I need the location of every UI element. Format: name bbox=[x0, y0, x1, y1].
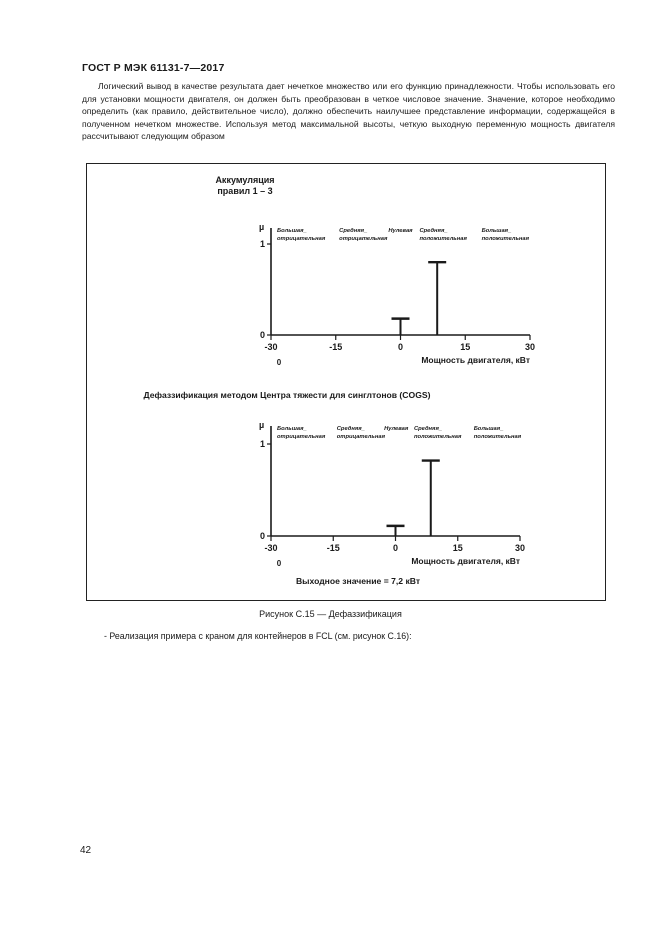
figure-frame bbox=[86, 163, 606, 601]
term-label-line1: Средняя_ bbox=[419, 228, 448, 234]
chart-top-title-line2: правил 1 – 3 bbox=[217, 186, 273, 196]
term-label-line2: отрицательная bbox=[277, 434, 326, 440]
page-number: 42 bbox=[80, 845, 92, 856]
output-value-label: Выходное значение = 7,2 кВт bbox=[295, 576, 421, 586]
term-label-line1: Большая_ bbox=[473, 426, 504, 432]
x-axis-label: Мощность двигателя, кВт bbox=[411, 556, 520, 566]
term-label-line2: отрицательная bbox=[336, 434, 385, 440]
chart-top bbox=[215, 175, 535, 367]
term-label-line2: положительная bbox=[413, 434, 462, 440]
term-label-line1: Средняя_ bbox=[336, 426, 365, 432]
intro-paragraph: Логический вывод в качестве результата дает нечеткое множество или его функцию принадлежности. Чтобы использовать его для установки мощности двигателя, он должен быть преобразован в четкое числовое значение. Значение, которое необходимо определить (как правило, действительное число), должно обеспечить наилучшее представление информации, содержащейся в полученном нечетком множестве. Используя метод максимальной высоты, четкую выходную переменную мощность двигателя рассчитывают следующим образом bbox=[82, 81, 615, 142]
term-label-line2: положительная bbox=[419, 236, 467, 242]
y-tick-label: 1 bbox=[259, 439, 265, 449]
term-label-line1: Большая_ bbox=[481, 228, 512, 234]
x-tick-label: 15 bbox=[460, 342, 471, 352]
x-origin-label: 0 bbox=[276, 559, 282, 568]
y-tick-label: 0 bbox=[259, 330, 265, 340]
x-tick-label: -30 bbox=[264, 543, 278, 553]
term-label-line1: Большая_ bbox=[277, 426, 307, 432]
x-tick-label: -30 bbox=[264, 342, 278, 352]
term-label-line2: положительная bbox=[473, 434, 522, 440]
y-tick-label: 1 bbox=[259, 239, 265, 249]
x-tick-label: 30 bbox=[524, 342, 536, 352]
term-label-line1: Средняя_ bbox=[413, 426, 443, 432]
x-tick-label: 30 bbox=[514, 543, 526, 553]
y-axis-label: µ bbox=[259, 420, 265, 430]
term-label-line1: Средняя_ bbox=[339, 228, 368, 234]
term-label-line1: Нулевая bbox=[388, 228, 413, 234]
figure-svg bbox=[87, 164, 607, 602]
term-label-line2: отрицательная bbox=[339, 236, 388, 242]
y-tick-label: 0 bbox=[259, 531, 265, 541]
document-header: ГОСТ Р МЭК 61131-7—2017 bbox=[82, 62, 225, 74]
list-item: - Реализация примера с краном для контейнеров в FCL (см. рисунок С.16): bbox=[104, 631, 412, 641]
chart-bottom-title: Дефаззификация методом Центра тяжести для синглтонов (COGS) bbox=[143, 390, 431, 400]
x-tick-label: 0 bbox=[397, 342, 404, 352]
term-label-line1: Большая_ bbox=[277, 228, 307, 234]
x-tick-label: 15 bbox=[452, 543, 463, 553]
term-label-line2: отрицательная bbox=[277, 236, 326, 242]
term-label-line1: Нулевая bbox=[384, 426, 409, 432]
x-tick-label: -15 bbox=[326, 543, 340, 553]
chart-top-title-line1: Аккумуляция bbox=[215, 175, 275, 185]
figure-caption: Рисунок С.15 — Дефаззификация bbox=[259, 609, 402, 619]
chart-bottom bbox=[259, 420, 525, 568]
x-tick-label: 0 bbox=[392, 543, 399, 553]
x-axis-label: Мощность двигателя, кВт bbox=[421, 355, 530, 365]
y-axis-label: µ bbox=[259, 222, 265, 232]
x-tick-label: -15 bbox=[329, 342, 343, 352]
x-origin-label: 0 bbox=[276, 358, 282, 367]
term-label-line2: положительная bbox=[481, 236, 530, 242]
